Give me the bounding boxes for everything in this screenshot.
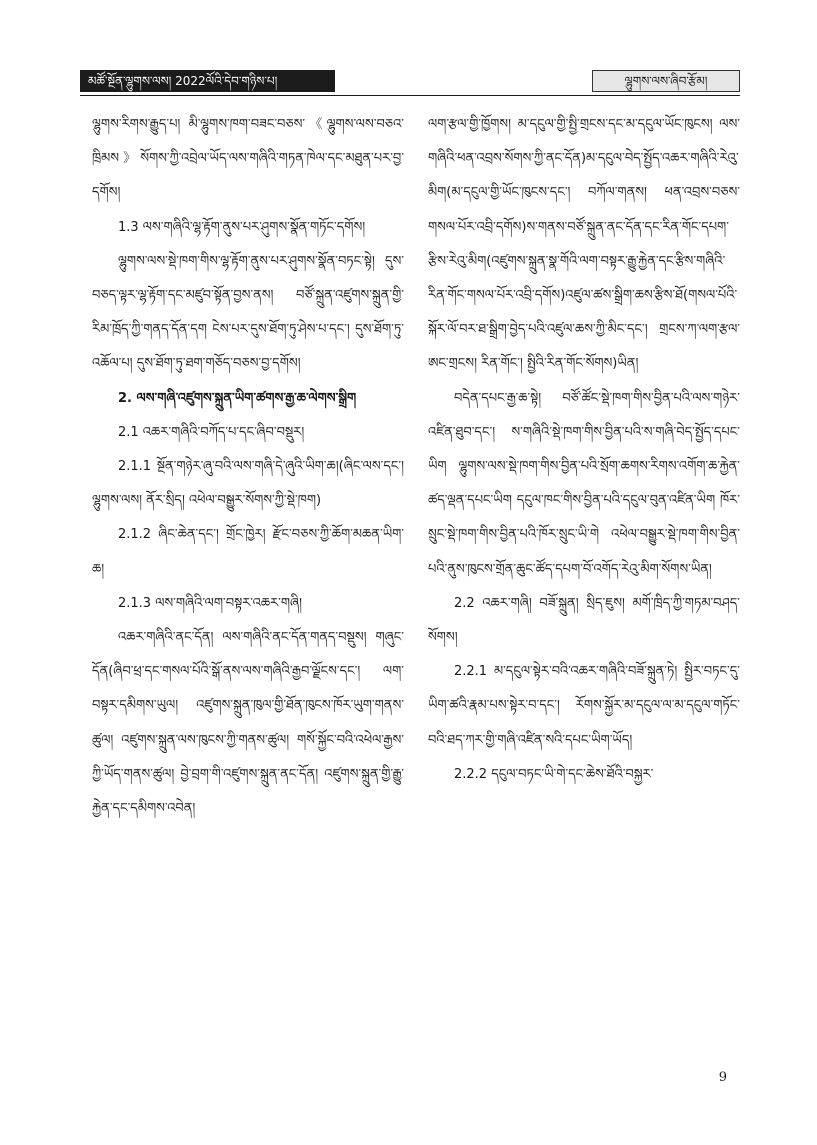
section-heading: 2. ལས་གཞི་འཛུགས་སྐྲུན་ཡིག་ཚགས་རྒྱ་ཆ་ལེགས་སྒྲིག bbox=[118, 390, 357, 406]
body-paragraph: ལྷུགས་ལས་སྡེ་ཁག་གིས་ལྷ་རྟོག་ནུས་པར་ཤུགས་སྣོན་བཏང་སྟེ། དུས་བཅད་ལྟར་ལྷ་རྟོག་དང་མཛུབ་སྟོན་བྱས་ནས། བཙོ་སྐྲུན་འཛུགས་སྐྲུན་གྱི་རིམ་ཁྲོད་ཀྱི་གནད་དོན་དག ངེས་པར་དུས་ཐོག་ཏུ་ཤེས་པ་དང་། དུས་ཐོག་ཏུ་འཆོལ་པ། དུས་ཐོག་ཏུ་ཐག་གཅོད་བཅས་བྱ་དགོས། bbox=[92, 253, 404, 372]
body-paragraph: 2.2.1 མ་དངུལ་སྟེར་བའི་འཆར་གཞིའི་བཟོ་སྐྲུན་ཏེ། སྤྱིར་བཏང་དུ་ཡིག་ཚའི་རྣམ་པས་སྟེར་བ་དང་། རོགས་སྐྱོར་མ་དངུལ་ལ་མ་དངུལ་གཏོང་བའི་ཐད་ཀར་གྱི་གཞི་འཛིན་སའི་དཔང་ཡིག་ཡོད། bbox=[428, 664, 740, 748]
body-paragraph: 2.1 འཆར་གཞིའི་བཀོད་པ་དང་ཞིབ་བསྡུར། bbox=[118, 424, 305, 440]
body-paragraph: ལག་རྩལ་གྱི་ཁྱོགས། མ་དངུལ་གྱི་སྤྱི་གྲངས་དང་མ་དངུལ་ཡོང་ཁུངས། ལས་གཞིའི་ཕན་འབྲས་སོགས་ཀྱི་ནང་དོན)མ་དངུལ་བེད་སྤྱོད་འཆར་གཞིའི་རེའུ་མིག(མ་དངུལ་གྱི་ཡོང་ཁུངས་དང་། བཀོལ་གནས། ཕན་འབྲས་བཅས་གསལ་པོར་འབྲི་དགོས)ས་གནས་བཙོ་སྐྲུན་ནང་དོན་དང་རིན་གོང་དཔག་རྩིས་རེའུ་མིག(འཛུགས་སྐྲུན་སྣ་གོའི་ལག་བསྟར་རྒྱུ་རྐྱེན་དང་རྩིས་གཞིའི་རིན་གོང་གསལ་པོར་འབྲི་དགོས)འཛུལ་ཚས་སྒྲིག་ཆས་རྩིས་ཐོ(གསལ་པོའི་སྐོར་ལོ་བར་ཐ་སྒྲིག་བྱེད་པའི་འཛུལ་ཆས་ཀྱི་མིང་དང་། གྲངས་ཀ་ལག་རྩལ་ཨང་གྲངས། རིན་གོང་། སྤྱིའི་རིན་གོང་སོགས)ཡིན། bbox=[428, 117, 740, 372]
body-paragraph: 2.1.2 ཞིང་ཆེན་དང་། གྲོང་ཁྱེར། རྫོང་བཅས་ཀྱི་ཆོག་མཆན་ཡིག་ཆ། bbox=[92, 527, 404, 577]
body-paragraph: 2.1.3 ལས་གཞིའི་ལག་བསྟར་འཆར་གཞི། bbox=[118, 595, 303, 611]
section-label-box: ལྷུགས་ལས་ཞིབ་རྩོམ། bbox=[592, 70, 740, 92]
body-paragraph: 2.2 འཆར་གཞི། བཟོ་སྐྲུན། སྲིད་ཇུས། མགོ་ཁྲིད་ཀྱི་གཏམ་བཤད་སོགས། bbox=[428, 595, 740, 646]
body-paragraph: འཆར་གཞིའི་ནང་དོན། ལས་གཞིའི་ནང་དོན་གནད་བསྡུས། གཞུང་དོན(ཞིབ་ཕྲ་དང་གསལ་པོའི་སྒོ་ནས་ལས་གཞིའི་རྒྱབ་ལྗོངས་དང་། ལག་བསྟར་དམིགས་ཡུལ། འཛུགས་སྐྲུན་ཁུལ་གྱི་ཐོན་ཁུངས་ཁོར་ཡུག་གནས་ཚུལ། འཛུགས་སྐྲུན་ལས་ཁུངས་ཀྱི་གནས་ཚུལ། གསོ་སྐྱོང་བའི་འཕེལ་རྒྱས་ཀྱི་ཡོད་གནས་ཚུལ། བྱེ་བྲག་གི་འཛུགས་སྐྲུན་ནང་དོན། འཛུགས་སྐྲུན་གྱི་རྒྱུ་རྐྱེན་དང་དམིགས་འབེན། bbox=[92, 630, 404, 817]
page-number: 9 bbox=[718, 1070, 727, 1085]
header-divider bbox=[80, 95, 740, 96]
body-paragraph: ལྷུགས་རིགས་རྒྱུད་པ། མི་ལྷུགས་ཁག་བཟང་བཅས་《ལྷུགས་ལས་བཅའ་ཁྲིམས》སོགས་ཀྱི་འབྲེལ་ཡོད་ལས་གཞིའི་གཏན་ཁེལ་དང་མཐུན་པར་བྱ་དགོས། bbox=[92, 117, 404, 201]
body-paragraph: 2.1.1 སྔོན་གཉེར་ཞུ་བའི་ལས་གཞི་དེ་ཞུའི་ཡིག་ཆ།(ཞིང་ལས་དང་། ལྷུགས་ལས། ནོར་སྲིད། འཕེལ་བསྒྱུར་སོགས་ཀྱི་སྡེ་ཁག) bbox=[92, 459, 404, 509]
right-text-column bbox=[428, 108, 740, 1068]
left-text-column bbox=[92, 108, 404, 1068]
body-paragraph: བདེན་དཔང་རྒྱ་ཆ་སྟེ། བཙོ་ཚོང་སྡེ་ཁག་གིས་བྱིན་པའི་ལས་གཉེར་འཛིན་ཐུབ་དང་། ས་གཞིའི་སྡེ་ཁག་གིས་བྱིན་པའི་ས་གཞི་བེད་སྤྱོད་དཔང་ཡིག ལྷུགས་ལས་སྡེ་ཁག་གིས་བྱིན་པའི་སྲོག་ཆགས་རིགས་འགོག་ཆ་རྐྱེན་ཚད་ལྡན་དཔང་ཡིག དངུལ་ཁང་གིས་བྱིན་པའི་དངུལ་བུན་འཛིན་ཡིག ཁོར་སྲུང་སྡེ་ཁག་གིས་བྱིན་པའི་ཁོར་སྲུང་ཡི་གེ འཕེལ་བསྒྱུར་སྡེ་ཁག་གིས་བྱིན་པའི་ནུས་ཁུངས་གྲོན་ཆུང་ཚོད་དཔག་བོ་འགོད་རེའུ་མིག་སོགས་ཡིན། bbox=[428, 390, 740, 577]
journal-title-banner: མཚོ་སྔོན་ལྷུགས་ལས། 2022ལོའི་དེབ་གཉིས་པ། bbox=[80, 70, 335, 92]
body-paragraph: 1.3 ལས་གཞིའི་ལྷ་རྟོག་ནུས་པར་ཤུགས་སྣོན་གཏོང་དགོས། bbox=[118, 219, 366, 235]
body-paragraph: 2.2.2 དངུལ་བཏང་ཡི་གེ་དང་ཆེས་ཐོའི་བསྐྱར་ bbox=[454, 766, 654, 782]
